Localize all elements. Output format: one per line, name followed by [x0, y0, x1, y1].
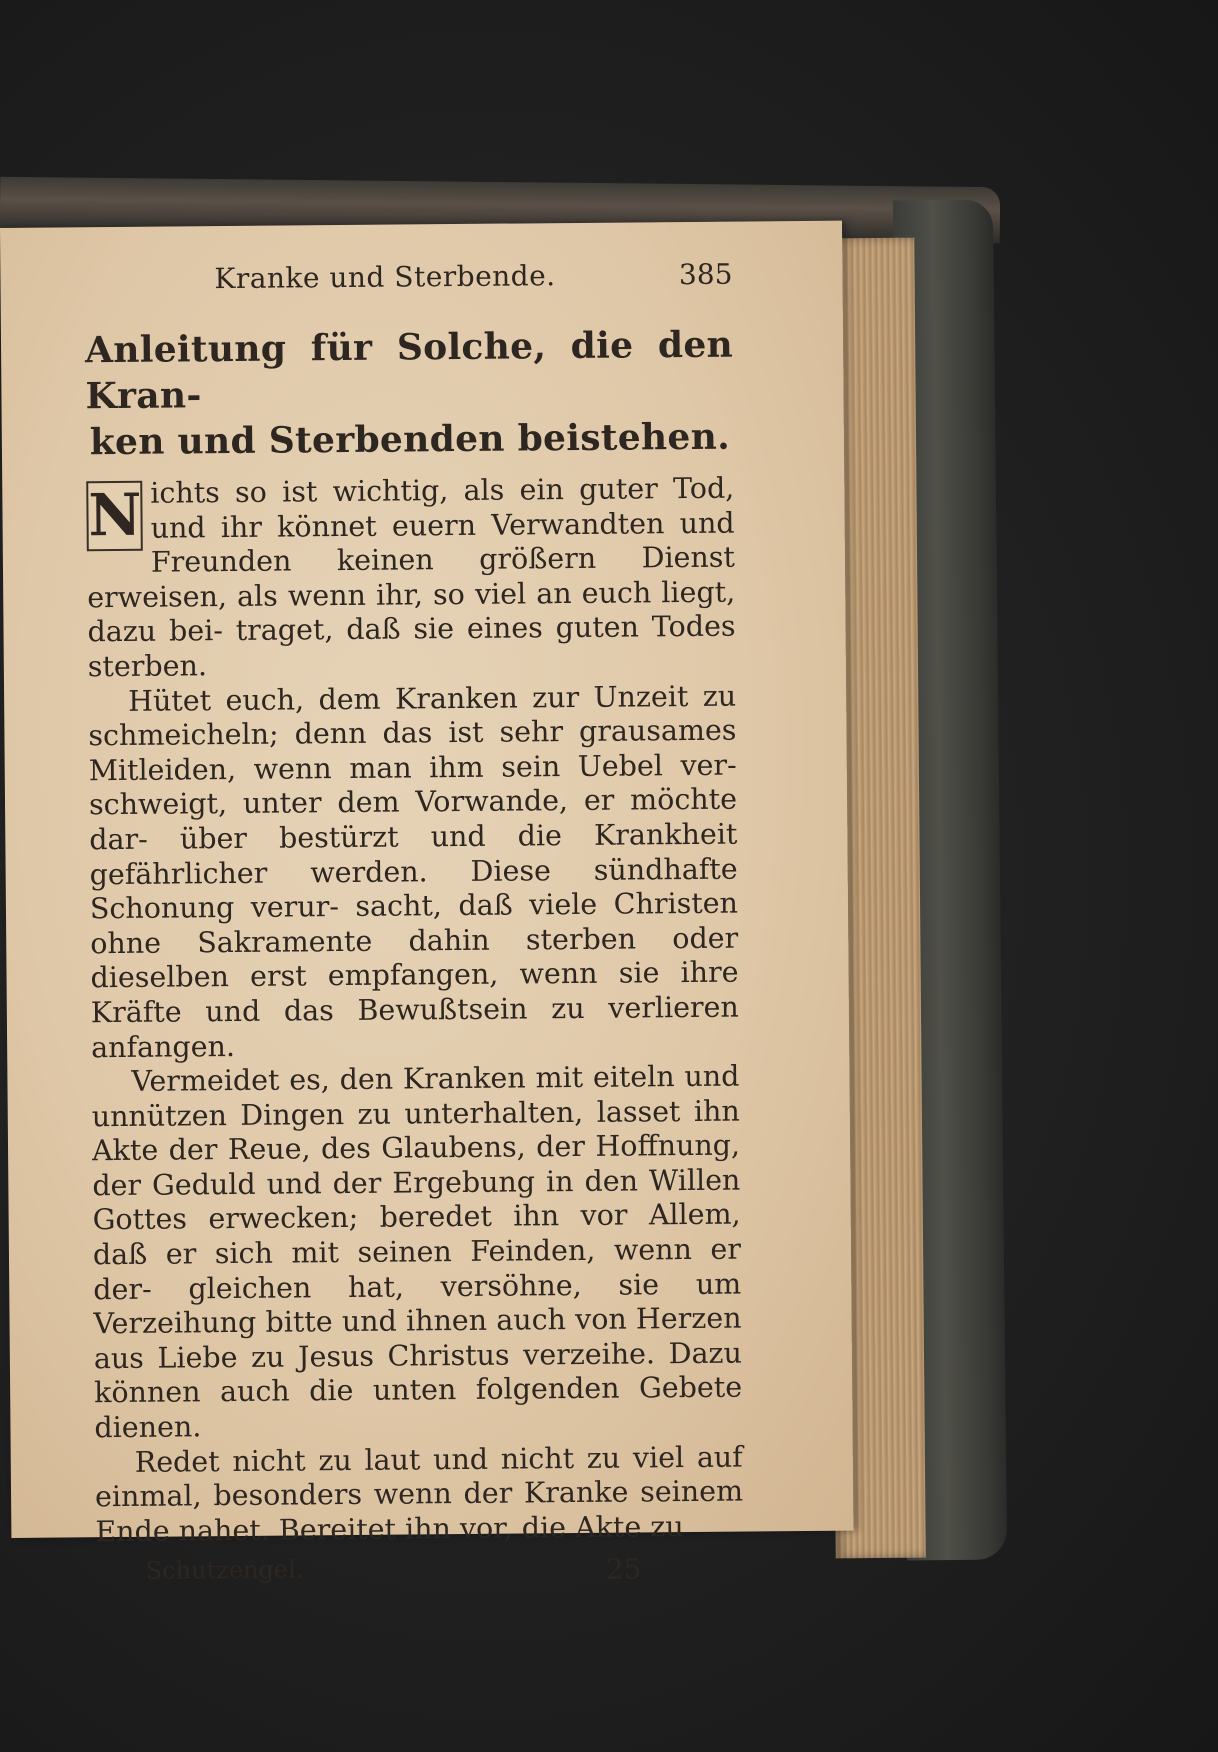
chapter-heading [85, 322, 734, 466]
paragraph-2: Hütet euch, dem Kranken zur Unzeit zu schmeicheln; denn das ist sehr grausames Mitleiden, wenn man ihm sein Uebel ver- schweigt, unter dem Vorwande, er möchte dar- über bestürzt und die Krankheit gefährlicher werden. Diese sündhafte Schonung verur- sacht, daß viele Christen ohne Sakramente dahin sterben oder dieselben erst empfangen, wenn sie ihre Kräfte und das Bewußtsein zu verlieren anfangen. [88, 679, 739, 1064]
drop-cap: N [86, 481, 143, 551]
paragraph-1 [86, 472, 736, 685]
running-head-title: Kranke und Sterbende. [214, 259, 556, 296]
page-number: 385 [678, 257, 733, 292]
heading-line-2: ken und Sterbenden beistehen. [89, 415, 731, 464]
paragraph-4: Redet nicht zu laut und nicht zu viel auf einmal, besonders wenn der Kranke seinem Ende nahet. Bereitet ihn vor, die Akte zu [94, 1440, 744, 1549]
paragraph-3: Vermeidet es, den Kranken mit eiteln und unnützen Dingen zu unterhalten, lasset ihn Akte der Reue, des Glaubens, der Hoffnung, der Geduld und der Ergebung in den Willen Gottes erwecken; beredet ihn vor Allem, daß er sich mit seinen Feinden, wenn er der- gleichen hat, versöhne, sie um Verzeihung bitte und ihnen auch von Herzen aus Liebe zu Jesus Christus verzeihe. Dazu können auch die unten folgenden Gebete dienen. [91, 1059, 743, 1445]
signature-number: 25 [605, 1552, 642, 1587]
signature-mark: Schutzengel. [145, 1555, 304, 1586]
book-page [0, 221, 853, 1587]
page-content [84, 258, 744, 1592]
body-text [86, 472, 743, 1550]
running-head [84, 258, 732, 308]
page-footer [96, 1552, 744, 1592]
heading-line-1: Anleitung für Solche, die den Kran- [84, 323, 734, 418]
paragraph-1-text: ichts so ist wichtig, als ein guter Tod, und ihr könnet euern Verwandten und Freunden keinen größern Dienst erweisen, als wenn ihr, so viel an euch liegt, dazu bei- traget, daß sie eines guten Todes sterben. [87, 471, 736, 684]
